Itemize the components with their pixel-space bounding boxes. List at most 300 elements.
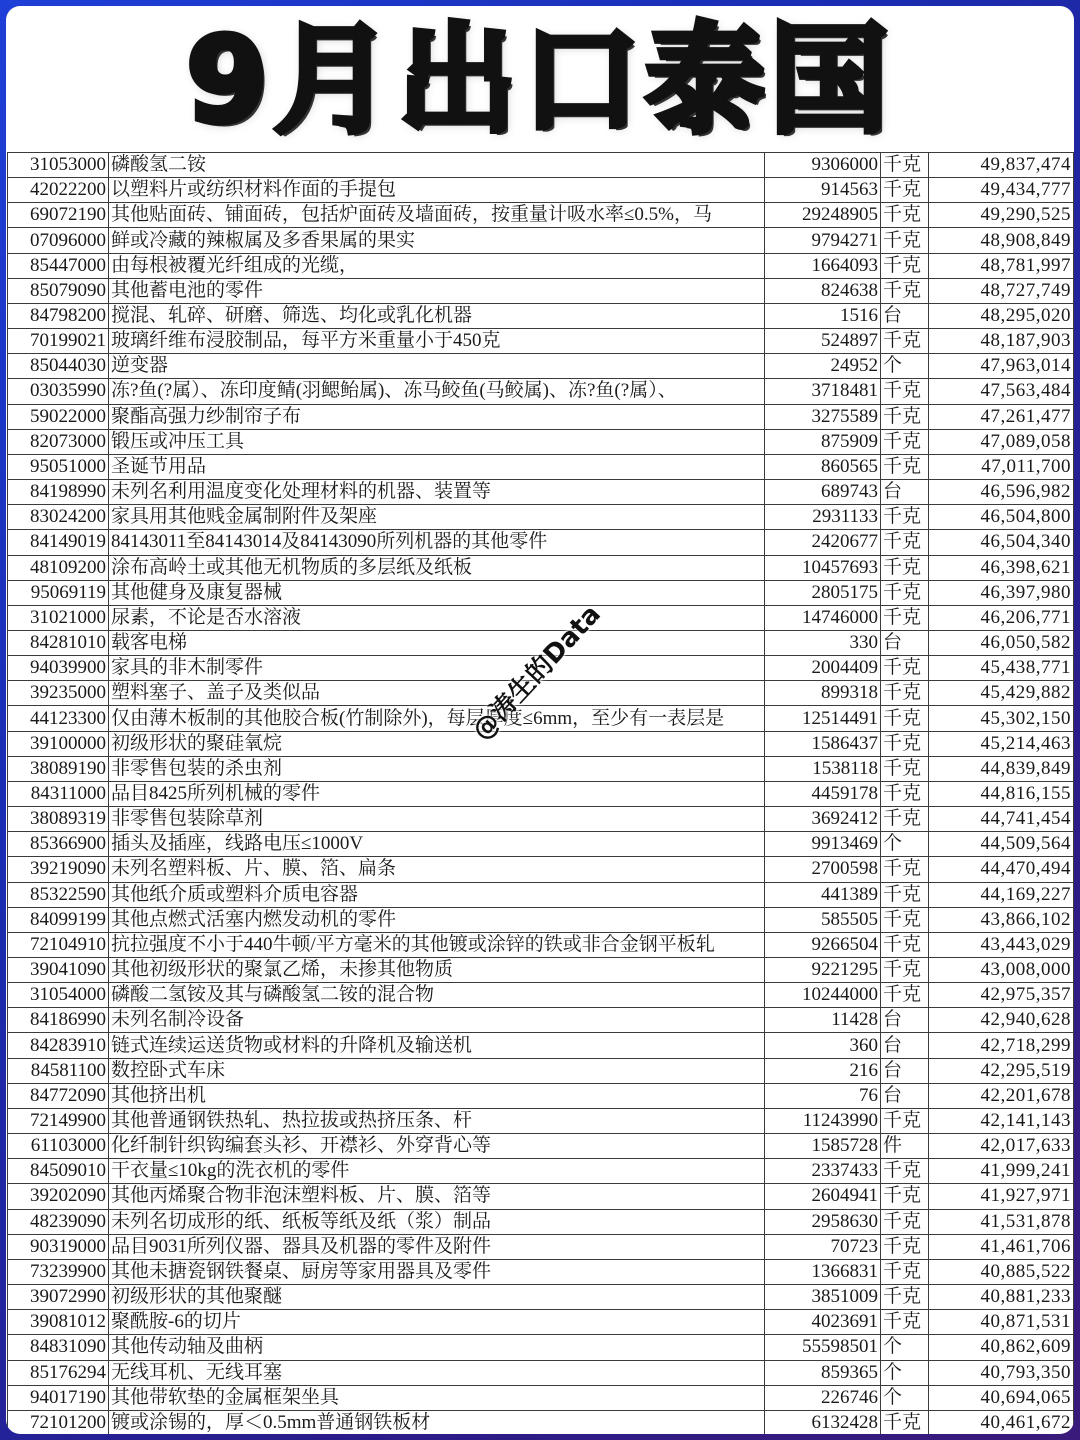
quantity-cell: 1586437	[765, 731, 881, 756]
table-row	[8, 681, 1074, 706]
table-row	[8, 832, 1074, 857]
amount-cell: 49,290,525	[929, 203, 1074, 228]
hs-code-cell: 72149900	[8, 1108, 109, 1133]
product-name-cell: 载客电梯	[109, 630, 765, 655]
hs-code-cell: 84149019	[8, 530, 109, 555]
hs-code-cell: 90319000	[8, 1234, 109, 1259]
product-name-cell: 仅由薄木板制的其他胶合板(竹制除外)，每层厚度≤6mm，至少有一表层是	[109, 706, 765, 731]
unit-cell: 千克	[881, 907, 929, 932]
table-row	[8, 153, 1074, 178]
hs-code-cell: 31021000	[8, 605, 109, 630]
unit-cell: 台	[881, 303, 929, 328]
product-name-cell: 化纤制针织钩编套头衫、开襟衫、外穿背心等	[109, 1134, 765, 1159]
quantity-cell: 1585728	[765, 1134, 881, 1159]
unit-cell: 千克	[881, 932, 929, 957]
hs-code-cell: 39072990	[8, 1285, 109, 1310]
quantity-cell: 70723	[765, 1234, 881, 1259]
amount-cell: 40,793,350	[929, 1360, 1074, 1385]
quantity-cell: 2604941	[765, 1184, 881, 1209]
quantity-cell: 9794271	[765, 228, 881, 253]
amount-cell: 47,089,058	[929, 429, 1074, 454]
hs-code-cell: 94017190	[8, 1385, 109, 1410]
product-name-cell: 品目9031所列仪器、器具及机器的零件及附件	[109, 1234, 765, 1259]
amount-cell: 49,837,474	[929, 153, 1074, 178]
unit-cell: 千克	[881, 958, 929, 983]
table-row	[8, 404, 1074, 429]
amount-cell: 42,201,678	[929, 1083, 1074, 1108]
hs-code-cell: 84831090	[8, 1335, 109, 1360]
hs-code-cell: 31054000	[8, 983, 109, 1008]
table-row	[8, 1335, 1074, 1360]
table-row	[8, 656, 1074, 681]
quantity-cell: 860565	[765, 454, 881, 479]
unit-cell: 千克	[881, 429, 929, 454]
product-name-cell: 插头及插座，线路电压≤1000V	[109, 832, 765, 857]
hs-code-cell: 44123300	[8, 706, 109, 731]
quantity-cell: 441389	[765, 882, 881, 907]
unit-cell: 台	[881, 1058, 929, 1083]
quantity-cell: 4023691	[765, 1310, 881, 1335]
amount-cell: 42,141,143	[929, 1108, 1074, 1133]
table-row	[8, 303, 1074, 328]
hs-code-cell: 85044030	[8, 354, 109, 379]
hs-code-cell: 85447000	[8, 253, 109, 278]
product-name-cell: 品目8425所列机械的零件	[109, 781, 765, 806]
amount-cell: 42,940,628	[929, 1008, 1074, 1033]
hs-code-cell: 39235000	[8, 681, 109, 706]
hs-code-cell: 84186990	[8, 1008, 109, 1033]
table-row	[8, 706, 1074, 731]
table-row	[8, 1134, 1074, 1159]
unit-cell: 千克	[881, 781, 929, 806]
unit-cell: 千克	[881, 379, 929, 404]
unit-cell: 千克	[881, 1234, 929, 1259]
table-row	[8, 580, 1074, 605]
table-row	[8, 1410, 1074, 1434]
amount-cell: 46,050,582	[929, 630, 1074, 655]
unit-cell: 千克	[881, 1184, 929, 1209]
table-row	[8, 228, 1074, 253]
unit-cell: 千克	[881, 1159, 929, 1184]
hs-code-cell: 82073000	[8, 429, 109, 454]
hs-code-cell: 95069119	[8, 580, 109, 605]
document-page	[6, 6, 1074, 1434]
product-name-cell: 磷酸氢二铵	[109, 153, 765, 178]
amount-cell: 49,434,777	[929, 178, 1074, 203]
table-row	[8, 1234, 1074, 1259]
hs-code-cell: 85322590	[8, 882, 109, 907]
table-row	[8, 731, 1074, 756]
hs-code-cell: 85366900	[8, 832, 109, 857]
quantity-cell: 2420677	[765, 530, 881, 555]
table-row	[8, 429, 1074, 454]
amount-cell: 45,438,771	[929, 656, 1074, 681]
hs-code-cell: 39081012	[8, 1310, 109, 1335]
hs-code-cell: 39202090	[8, 1184, 109, 1209]
quantity-cell: 12514491	[765, 706, 881, 731]
hs-code-cell: 38089190	[8, 756, 109, 781]
table-row	[8, 354, 1074, 379]
product-name-cell: 其他普通钢铁热轧、热拉拔或热挤压条、杆	[109, 1108, 765, 1133]
product-name-cell: 未列名制冷设备	[109, 1008, 765, 1033]
quantity-cell: 914563	[765, 178, 881, 203]
hs-code-cell: 03035990	[8, 379, 109, 404]
amount-cell: 47,011,700	[929, 454, 1074, 479]
quantity-cell: 9221295	[765, 958, 881, 983]
table-row	[8, 958, 1074, 983]
product-name-cell: 其他贴面砖、铺面砖，包括炉面砖及墙面砖，按重量计吸水率≤0.5%，马	[109, 203, 765, 228]
product-name-cell: 其他丙烯聚合物非泡沫塑料板、片、膜、箔等	[109, 1184, 765, 1209]
amount-cell: 48,781,997	[929, 253, 1074, 278]
quantity-cell: 824638	[765, 278, 881, 303]
table-row	[8, 983, 1074, 1008]
amount-cell: 47,261,477	[929, 404, 1074, 429]
table-row	[8, 555, 1074, 580]
unit-cell: 个	[881, 832, 929, 857]
product-name-cell: 其他纸介质或塑料介质电容器	[109, 882, 765, 907]
quantity-cell: 3851009	[765, 1285, 881, 1310]
table-row	[8, 756, 1074, 781]
unit-cell: 千克	[881, 178, 929, 203]
hs-code-cell: 48109200	[8, 555, 109, 580]
unit-cell: 千克	[881, 681, 929, 706]
unit-cell: 个	[881, 1385, 929, 1410]
table-row	[8, 329, 1074, 354]
table-row	[8, 203, 1074, 228]
unit-cell: 台	[881, 630, 929, 655]
amount-cell: 44,169,227	[929, 882, 1074, 907]
unit-cell: 台	[881, 1008, 929, 1033]
unit-cell: 千克	[881, 454, 929, 479]
amount-cell: 43,443,029	[929, 932, 1074, 957]
hs-code-cell: 48239090	[8, 1209, 109, 1234]
unit-cell: 千克	[881, 807, 929, 832]
table-row	[8, 530, 1074, 555]
amount-cell: 46,206,771	[929, 605, 1074, 630]
product-name-cell: 其他点燃式活塞内燃发动机的零件	[109, 907, 765, 932]
table-row	[8, 1108, 1074, 1133]
product-name-cell: 家具用其他贱金属制附件及架座	[109, 505, 765, 530]
table-row	[8, 1184, 1074, 1209]
amount-cell: 42,295,519	[929, 1058, 1074, 1083]
amount-cell: 44,816,155	[929, 781, 1074, 806]
hs-code-cell: 39041090	[8, 958, 109, 983]
table-row	[8, 1209, 1074, 1234]
table-row	[8, 278, 1074, 303]
amount-cell: 41,461,706	[929, 1234, 1074, 1259]
unit-cell: 千克	[881, 203, 929, 228]
table-row	[8, 178, 1074, 203]
table-row	[8, 1058, 1074, 1083]
quantity-cell: 3275589	[765, 404, 881, 429]
unit-cell: 千克	[881, 278, 929, 303]
table-row	[8, 1008, 1074, 1033]
table-row	[8, 630, 1074, 655]
quantity-cell: 10457693	[765, 555, 881, 580]
unit-cell: 千克	[881, 731, 929, 756]
quantity-cell: 2958630	[765, 1209, 881, 1234]
product-name-cell: 锻压或冲压工具	[109, 429, 765, 454]
product-name-cell: 数控卧式车床	[109, 1058, 765, 1083]
amount-cell: 44,470,494	[929, 857, 1074, 882]
unit-cell: 千克	[881, 882, 929, 907]
unit-cell: 千克	[881, 1285, 929, 1310]
hs-code-cell: 85176294	[8, 1360, 109, 1385]
unit-cell: 件	[881, 1134, 929, 1159]
hs-code-cell: 61103000	[8, 1134, 109, 1159]
amount-cell: 48,727,749	[929, 278, 1074, 303]
export-table	[7, 152, 1074, 1434]
watermark: @涛生的Data	[466, 599, 607, 747]
quantity-cell: 2700598	[765, 857, 881, 882]
unit-cell: 千克	[881, 1108, 929, 1133]
table-row	[8, 807, 1074, 832]
table-row	[8, 932, 1074, 957]
quantity-cell: 2805175	[765, 580, 881, 605]
hs-code-cell: 70199021	[8, 329, 109, 354]
quantity-cell: 10244000	[765, 983, 881, 1008]
hs-code-cell: 69072190	[8, 203, 109, 228]
unit-cell: 千克	[881, 530, 929, 555]
quantity-cell: 1516	[765, 303, 881, 328]
amount-cell: 48,295,020	[929, 303, 1074, 328]
hs-code-cell: 39100000	[8, 731, 109, 756]
amount-cell: 40,694,065	[929, 1385, 1074, 1410]
quantity-cell: 11243990	[765, 1108, 881, 1133]
hs-code-cell: 83024200	[8, 505, 109, 530]
product-name-cell: 未列名切成形的纸、纸板等纸及纸（浆）制品	[109, 1209, 765, 1234]
product-name-cell: 初级形状的聚硅氧烷	[109, 731, 765, 756]
quantity-cell: 1366831	[765, 1259, 881, 1284]
hs-code-cell: 84099199	[8, 907, 109, 932]
product-name-cell: 非零售包装除草剂	[109, 807, 765, 832]
hs-code-cell: 84581100	[8, 1058, 109, 1083]
amount-cell: 42,017,633	[929, 1134, 1074, 1159]
amount-cell: 47,963,014	[929, 354, 1074, 379]
product-name-cell: 非零售包装的杀虫剂	[109, 756, 765, 781]
amount-cell: 44,839,849	[929, 756, 1074, 781]
unit-cell: 千克	[881, 1209, 929, 1234]
hs-code-cell: 73239900	[8, 1259, 109, 1284]
amount-cell: 41,927,971	[929, 1184, 1074, 1209]
product-name-cell: 圣诞节用品	[109, 454, 765, 479]
table-row	[8, 379, 1074, 404]
unit-cell: 千克	[881, 857, 929, 882]
product-name-cell: 其他蓄电池的零件	[109, 278, 765, 303]
hs-code-cell: 94039900	[8, 656, 109, 681]
hs-code-cell: 84283910	[8, 1033, 109, 1058]
product-name-cell: 塑料塞子、盖子及类似品	[109, 681, 765, 706]
quantity-cell: 2337433	[765, 1159, 881, 1184]
table-row	[8, 605, 1074, 630]
product-name-cell: 冻?鱼(?属）、冻印度鲭(羽鳃鲐属)、冻马鲛鱼(马鲛属)、冻?鱼(?属）、	[109, 379, 765, 404]
hs-code-cell: 39219090	[8, 857, 109, 882]
product-name-cell: 聚酯高强力纱制帘子布	[109, 404, 765, 429]
quantity-cell: 899318	[765, 681, 881, 706]
amount-cell: 43,008,000	[929, 958, 1074, 983]
product-name-cell: 家具的非木制零件	[109, 656, 765, 681]
table-row	[8, 1385, 1074, 1410]
amount-cell: 45,302,150	[929, 706, 1074, 731]
product-name-cell: 鲜或冷藏的辣椒属及多香果属的果实	[109, 228, 765, 253]
hs-code-cell: 84798200	[8, 303, 109, 328]
amount-cell: 46,504,800	[929, 505, 1074, 530]
hs-code-cell: 42022200	[8, 178, 109, 203]
product-name-cell: 其他挤出机	[109, 1083, 765, 1108]
amount-cell: 48,187,903	[929, 329, 1074, 354]
product-name-cell: 其他未搪瓷钢铁餐桌、厨房等家用器具及零件	[109, 1259, 765, 1284]
unit-cell: 千克	[881, 706, 929, 731]
amount-cell: 44,741,454	[929, 807, 1074, 832]
unit-cell: 台	[881, 480, 929, 505]
unit-cell: 千克	[881, 656, 929, 681]
product-name-cell: 磷酸二氢铵及其与磷酸氢二铵的混合物	[109, 983, 765, 1008]
table-row	[8, 1285, 1074, 1310]
quantity-cell: 2004409	[765, 656, 881, 681]
unit-cell: 千克	[881, 580, 929, 605]
product-name-cell: 其他传动轴及曲柄	[109, 1335, 765, 1360]
unit-cell: 千克	[881, 505, 929, 530]
unit-cell: 个	[881, 354, 929, 379]
unit-cell: 千克	[881, 404, 929, 429]
product-name-cell: 其他初级形状的聚氯乙烯，未掺其他物质	[109, 958, 765, 983]
product-name-cell: 以塑料片或纺织材料作面的手提包	[109, 178, 765, 203]
amount-cell: 48,908,849	[929, 228, 1074, 253]
quantity-cell: 1664093	[765, 253, 881, 278]
table-row	[8, 1083, 1074, 1108]
quantity-cell: 24952	[765, 354, 881, 379]
amount-cell: 42,718,299	[929, 1033, 1074, 1058]
quantity-cell: 55598501	[765, 1335, 881, 1360]
hs-code-cell: 84311000	[8, 781, 109, 806]
hs-code-cell: 38089319	[8, 807, 109, 832]
amount-cell: 43,866,102	[929, 907, 1074, 932]
table-row	[8, 1360, 1074, 1385]
product-name-cell: 逆变器	[109, 354, 765, 379]
amount-cell: 41,999,241	[929, 1159, 1074, 1184]
hs-code-cell: 85079090	[8, 278, 109, 303]
product-name-cell: 初级形状的其他聚醚	[109, 1285, 765, 1310]
quantity-cell: 330	[765, 630, 881, 655]
unit-cell: 千克	[881, 983, 929, 1008]
hs-code-cell: 72104910	[8, 932, 109, 957]
product-name-cell: 84143011至84143014及84143090所列机器的其他零件	[109, 530, 765, 555]
export-table-body	[8, 153, 1074, 1435]
unit-cell: 千克	[881, 605, 929, 630]
quantity-cell: 3718481	[765, 379, 881, 404]
product-name-cell: 玻璃纤维布浸胶制品，每平方米重量小于450克	[109, 329, 765, 354]
quantity-cell: 689743	[765, 480, 881, 505]
table-row	[8, 857, 1074, 882]
product-name-cell: 干衣量≤10kg的洗衣机的零件	[109, 1159, 765, 1184]
table-row	[8, 907, 1074, 932]
unit-cell: 千克	[881, 1310, 929, 1335]
table-row	[8, 1259, 1074, 1284]
amount-cell: 40,885,522	[929, 1259, 1074, 1284]
hs-code-cell: 84198990	[8, 480, 109, 505]
amount-cell: 44,509,564	[929, 832, 1074, 857]
hs-code-cell: 84509010	[8, 1159, 109, 1184]
hs-code-cell: 07096000	[8, 228, 109, 253]
quantity-cell: 9266504	[765, 932, 881, 957]
unit-cell: 个	[881, 1335, 929, 1360]
amount-cell: 40,862,609	[929, 1335, 1074, 1360]
hs-code-cell: 95051000	[8, 454, 109, 479]
unit-cell: 千克	[881, 1259, 929, 1284]
hs-code-cell: 59022000	[8, 404, 109, 429]
amount-cell: 46,398,621	[929, 555, 1074, 580]
product-name-cell: 镀或涂锡的，厚＜0.5mm普通钢铁板材	[109, 1410, 765, 1434]
quantity-cell: 14746000	[765, 605, 881, 630]
table-row	[8, 454, 1074, 479]
unit-cell: 千克	[881, 555, 929, 580]
quantity-cell: 360	[765, 1033, 881, 1058]
unit-cell: 个	[881, 1360, 929, 1385]
product-name-cell: 未列名利用温度变化处理材料的机器、装置等	[109, 480, 765, 505]
hs-code-cell: 72101200	[8, 1410, 109, 1434]
product-name-cell: 由每根被覆光纤组成的光缆，	[109, 253, 765, 278]
quantity-cell: 226746	[765, 1385, 881, 1410]
amount-cell: 40,871,531	[929, 1310, 1074, 1335]
amount-cell: 40,461,672	[929, 1410, 1074, 1434]
quantity-cell: 9306000	[765, 153, 881, 178]
quantity-cell: 875909	[765, 429, 881, 454]
unit-cell: 台	[881, 1083, 929, 1108]
hs-code-cell: 31053000	[8, 153, 109, 178]
table-row	[8, 882, 1074, 907]
amount-cell: 41,531,878	[929, 1209, 1074, 1234]
hs-code-cell: 84772090	[8, 1083, 109, 1108]
quantity-cell: 216	[765, 1058, 881, 1083]
table-row	[8, 480, 1074, 505]
product-name-cell: 无线耳机、无线耳塞	[109, 1360, 765, 1385]
quantity-cell: 1538118	[765, 756, 881, 781]
amount-cell: 42,975,357	[929, 983, 1074, 1008]
title-banner	[6, 6, 1074, 152]
hs-code-cell: 84281010	[8, 630, 109, 655]
product-name-cell: 未列名塑料板、片、膜、箔、扁条	[109, 857, 765, 882]
table-row	[8, 253, 1074, 278]
quantity-cell: 29248905	[765, 203, 881, 228]
table-row	[8, 1310, 1074, 1335]
unit-cell: 台	[881, 1033, 929, 1058]
quantity-cell: 11428	[765, 1008, 881, 1033]
unit-cell: 千克	[881, 329, 929, 354]
product-name-cell: 尿素，不论是否水溶液	[109, 605, 765, 630]
quantity-cell: 76	[765, 1083, 881, 1108]
product-name-cell: 链式连续运送货物或材料的升降机及输送机	[109, 1033, 765, 1058]
product-name-cell: 聚酰胺-6的切片	[109, 1310, 765, 1335]
product-name-cell: 搅混、轧碎、研磨、筛选、均化或乳化机器	[109, 303, 765, 328]
product-name-cell: 其他健身及康复器械	[109, 580, 765, 605]
unit-cell: 千克	[881, 1410, 929, 1434]
quantity-cell: 4459178	[765, 781, 881, 806]
amount-cell: 46,397,980	[929, 580, 1074, 605]
quantity-cell: 6132428	[765, 1410, 881, 1434]
quantity-cell: 585505	[765, 907, 881, 932]
product-name-cell: 抗拉强度不小于440牛顿/平方毫米的其他镀或涂锌的铁或非合金钢平板轧	[109, 932, 765, 957]
amount-cell: 45,429,882	[929, 681, 1074, 706]
quantity-cell: 9913469	[765, 832, 881, 857]
amount-cell: 40,881,233	[929, 1285, 1074, 1310]
quantity-cell: 524897	[765, 329, 881, 354]
quantity-cell: 2931133	[765, 505, 881, 530]
unit-cell: 千克	[881, 228, 929, 253]
quantity-cell: 859365	[765, 1360, 881, 1385]
amount-cell: 46,504,340	[929, 530, 1074, 555]
page-title: 9月出口泰国	[185, 11, 895, 149]
unit-cell: 千克	[881, 756, 929, 781]
